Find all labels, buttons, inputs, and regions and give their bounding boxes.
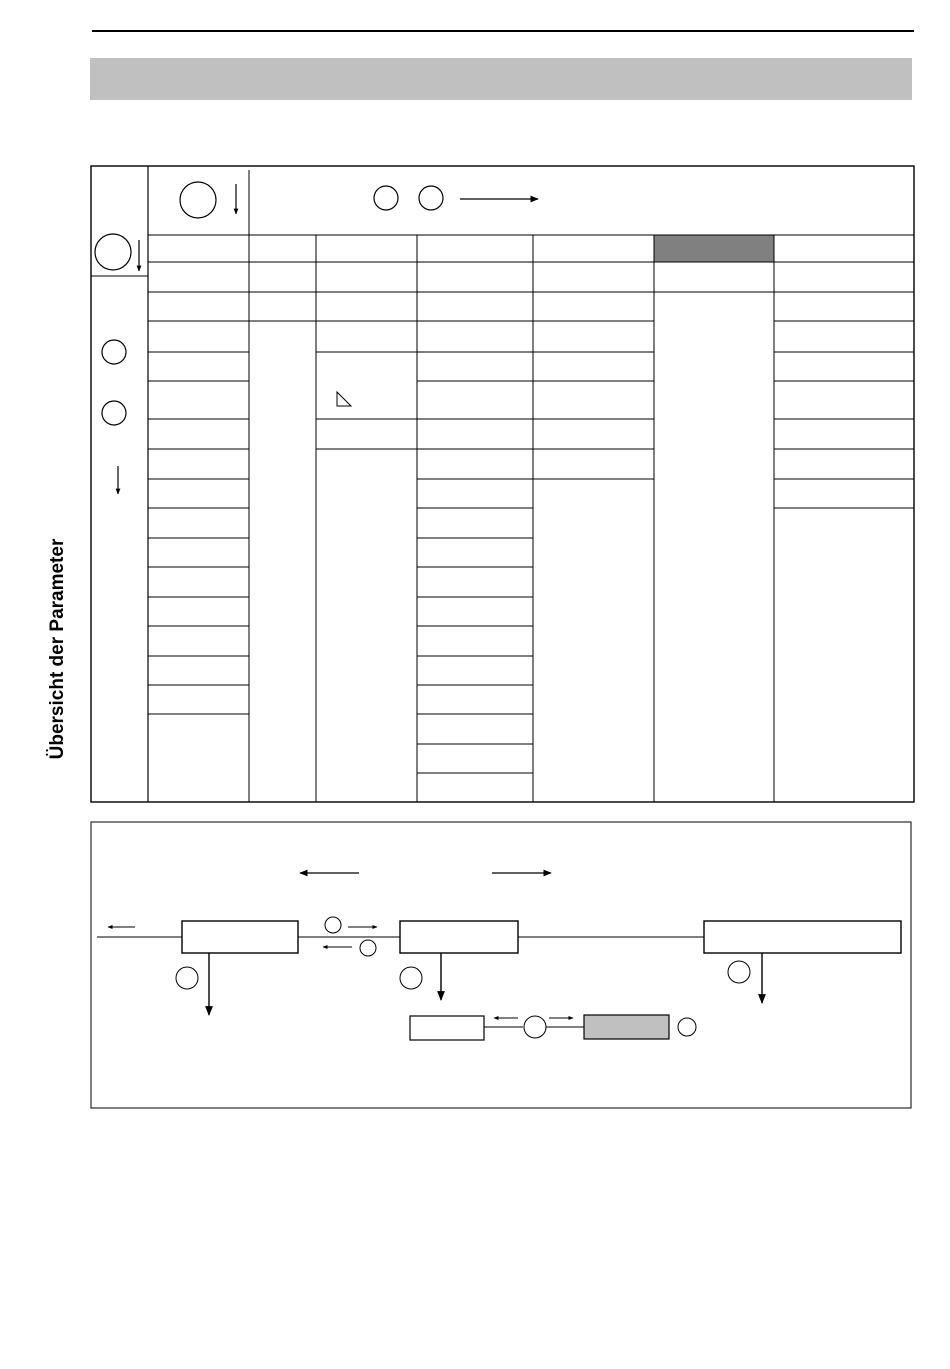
side-label: Übersicht der Parameter — [47, 538, 68, 760]
circle-key-icon — [678, 1018, 696, 1036]
flow-diagram — [91, 822, 911, 1108]
flow-box-4 — [410, 1016, 484, 1040]
flow-box-3 — [704, 921, 901, 953]
flow-frame — [91, 822, 911, 1108]
circle-key-icon — [102, 340, 126, 364]
circle-key-icon — [400, 967, 422, 989]
flow-box-2 — [400, 921, 518, 953]
circle-key-icon — [360, 940, 376, 956]
circle-key-icon — [374, 186, 398, 210]
circle-key-icon — [728, 961, 750, 983]
circle-key-icon — [524, 1016, 546, 1038]
circle-key-icon — [176, 967, 198, 989]
ramp-symbol-icon — [337, 392, 351, 406]
circle-key-icon — [419, 186, 443, 210]
circle-key-icon — [95, 234, 131, 270]
circle-key-icon — [102, 401, 126, 425]
header-band — [90, 58, 912, 100]
circle-key-icon — [325, 917, 341, 933]
flow-box-highlight — [584, 1015, 669, 1039]
circle-key-icon — [180, 182, 216, 218]
highlight-header-cell — [654, 235, 774, 262]
flow-box-1 — [182, 921, 298, 953]
parameter-table — [91, 166, 914, 802]
table-frame — [91, 166, 914, 802]
